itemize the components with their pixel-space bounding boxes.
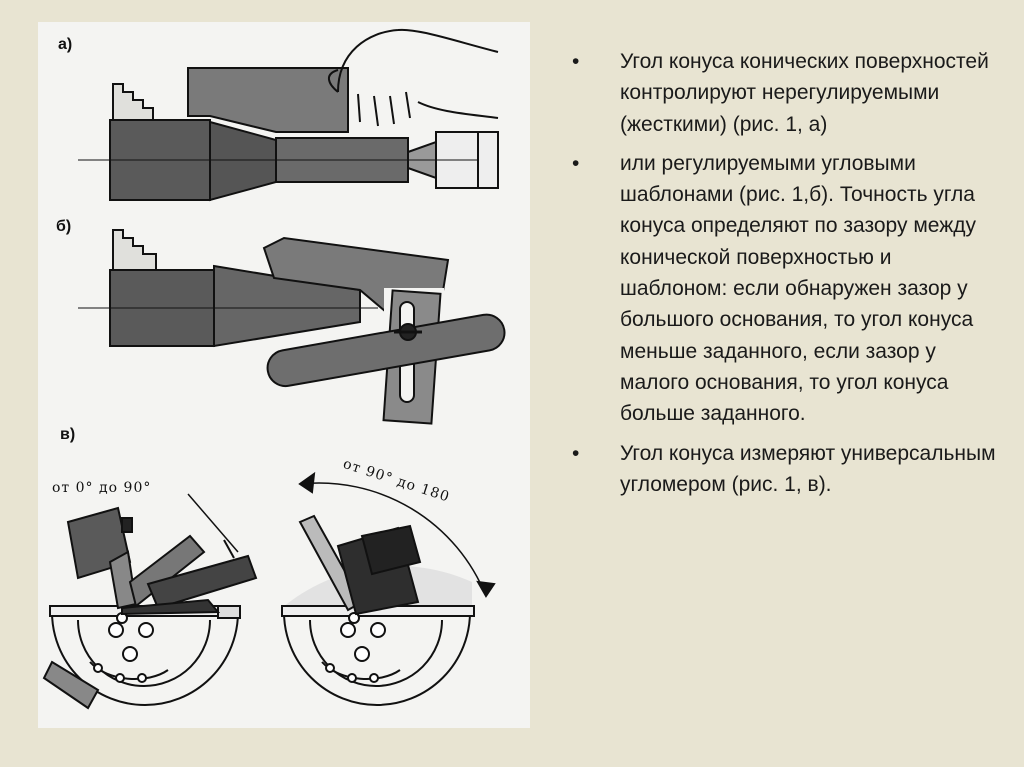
figure-b-drawing <box>78 230 507 424</box>
range-right-from-value: 90° <box>363 463 395 488</box>
bullet-text: Угол конуса конических поверхностей контролируют нерегулируемыми (жесткими) (рис. 1, а) <box>620 50 989 136</box>
figure-label-v: в) <box>60 426 76 443</box>
bullet-text: Угол конуса измеряют универсальным угломером (рис. 1, в). <box>620 441 996 496</box>
range-right-to: до <box>395 473 419 495</box>
range-left-from-value: 0° <box>75 480 94 496</box>
bullet-item <box>572 148 1002 430</box>
figure-v-left-drawing <box>44 494 256 708</box>
range-left-from: от <box>52 480 71 496</box>
bullet-marker: • <box>572 151 580 175</box>
figure-v-right-drawing <box>282 474 494 705</box>
range-label-left <box>52 480 151 496</box>
range-right-from: от <box>341 456 364 477</box>
technical-illustration <box>38 22 530 728</box>
bullet-item <box>572 46 1002 140</box>
bullet-text: или регулируемыми угловыми шаблонами (рис. 1,б). Точность угла конуса определяют по зазору между конической поверхностью и шаблоном: если обнаружен зазор у большого основания, то угол конуса меньше заданного, если зазор у малого основания, то угол конуса больше заданного. <box>620 151 977 426</box>
range-left-to: до <box>99 480 119 496</box>
figure-a-drawing <box>78 30 498 200</box>
bullet-list <box>572 46 1002 508</box>
bullet-marker: • <box>572 441 580 465</box>
range-right-to-value: 180 <box>418 481 452 506</box>
figure-panel <box>38 22 530 728</box>
bullet-marker: • <box>572 50 580 73</box>
bullet-item <box>572 438 1002 501</box>
figure-label-a: а) <box>58 36 73 53</box>
figure-label-b: б) <box>56 218 72 235</box>
range-left-to-value: 90° <box>123 480 152 496</box>
